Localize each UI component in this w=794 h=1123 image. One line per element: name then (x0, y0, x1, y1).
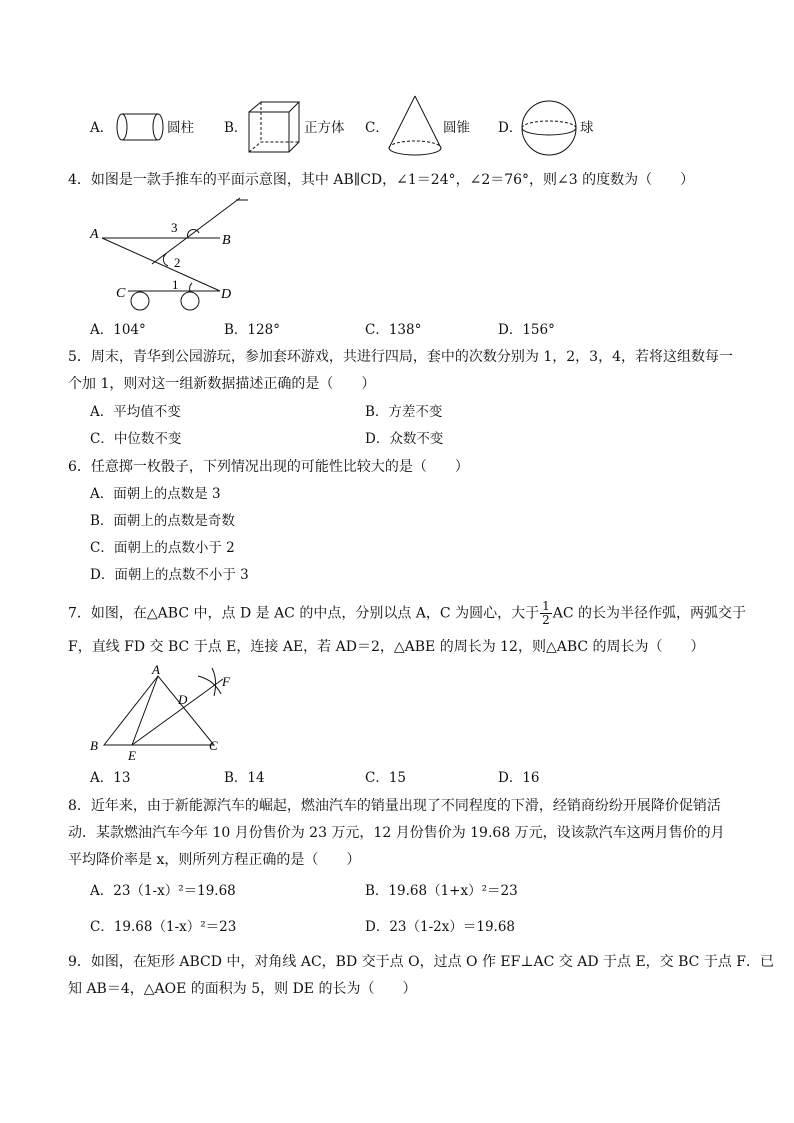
q8-option-c: C．19.68（1-x）²＝23 (90, 919, 237, 935)
q7-option-d: D．16 (498, 770, 540, 786)
sphere-icon (520, 99, 580, 159)
q5-option-d: D．众数不变 (365, 431, 444, 447)
q3-option-d-label: 球 (580, 120, 594, 136)
fraction-numerator: 1 (542, 599, 550, 613)
q7-label-b: B (90, 738, 98, 753)
q4-label-1: 1 (172, 277, 179, 292)
q7-label-d: D (178, 692, 188, 707)
q3-option-b-letter: B． (224, 120, 248, 136)
q9-stem-line1: 9．如图，在矩形 ABCD 中，对角线 AC，BD 交于点 O，过点 O 作 EF⊥AC 交 AD 于点 E，交 BC 于点 F．已 (68, 954, 774, 970)
q5-option-b: B．方差不变 (365, 404, 443, 420)
q6-stem: 6．任意掷一枚骰子，下列情况出现的可能性比较大的是（ ） (68, 459, 469, 475)
q9-stem-line2: 知 AB＝4，△AOE 的面积为 5，则 DE 的长为（ ） (68, 981, 417, 997)
q4-label-d: D (221, 287, 232, 302)
q7-option-b: B．14 (224, 770, 265, 786)
q8-stem-line2: 动．某款燃油汽车今年 10 月份售价为 23 万元，12 月份售价为 19.68 万元，设该款汽车这两月售价的月 (68, 825, 725, 841)
q5-option-a: A．平均值不变 (90, 404, 181, 420)
q4-label-b: B (222, 233, 231, 248)
q7-stem-line2: F，直线 FD 交 BC 于点 E，连接 AE，若 AD＝2，△ABE 的周长为 12，则△ABC 的周长为（ ） (68, 639, 705, 655)
q4-label-2: 2 (174, 255, 181, 270)
cylinder-icon (114, 106, 166, 148)
q4-option-d: D．156° (498, 322, 555, 338)
q7-stem-part1: 7．如图，在△ABC 中，点 D 是 AC 的中点，分别以点 A，C 为圆心，大于 (68, 605, 540, 622)
q5-stem-line2: 个加 1，则对这一组新数据描述正确的是（ ） (68, 376, 376, 392)
q6-option-c: C．面朝上的点数小于 2 (90, 540, 235, 556)
q8-stem-line1: 8．近年来，由于新能源汽车的崛起，燃油汽车的销量出现了不同程度的下滑，经销商纷纷开展降价促销活 (68, 798, 721, 814)
q5-stem-line1: 5．周末，青华到公园游玩，参加套环游戏，共进行四局，套中的次数分别为 1，2，3，4，若将这组数每一 (68, 349, 733, 365)
q4-option-c: C．138° (365, 322, 422, 338)
q7-option-c: C．15 (365, 770, 407, 786)
q6-option-b: B．面朝上的点数是奇数 (90, 513, 235, 529)
q3-option-a-label: 圆柱 (167, 120, 194, 136)
half-fraction (540, 600, 552, 627)
cube-icon (247, 100, 303, 156)
q4-stem: 4．如图是一款手推车的平面示意图，其中 AB∥CD，∠1＝24°，∠2＝76°，则∠3 的度数为（ ） (68, 172, 695, 188)
q3-option-a-letter: A． (90, 120, 114, 136)
q6-option-a: A．面朝上的点数是 3 (90, 486, 221, 502)
q5-option-c: C．中位数不变 (90, 431, 182, 447)
q7-label-f: F (222, 674, 230, 689)
q4-label-3: 3 (171, 220, 178, 235)
q3-option-b-label: 正方体 (304, 120, 345, 136)
q4-label-c: C (116, 286, 126, 301)
q4-option-b: B．128° (224, 322, 280, 338)
q3-option-d-letter: D． (498, 120, 523, 136)
q3-option-c-label: 圆锥 (443, 120, 470, 136)
q8-option-d: D．23（1-2x）＝19.68 (365, 919, 516, 935)
q7-label-e: E (128, 748, 136, 763)
fraction-denominator: 2 (542, 613, 550, 627)
cone-icon (386, 94, 444, 160)
q8-stem-line3: 平均降价率是 x，则所列方程正确的是（ ） (68, 852, 361, 868)
q4-option-a: A．104° (90, 322, 146, 338)
q3-option-c-letter: C． (365, 120, 389, 136)
q7-label-c: C (209, 738, 218, 753)
q7-option-a: A．13 (90, 770, 131, 786)
q4-label-a: A (90, 227, 99, 242)
q8-option-b: B．19.68（1+x）²＝23 (365, 883, 518, 899)
q6-option-d: D．面朝上的点数不小于 3 (90, 567, 249, 583)
q7-stem-part2: AC 的长为半径作弧，两弧交于 (552, 605, 746, 622)
q4-cart-figure (88, 192, 248, 312)
q7-triangle-figure (88, 664, 248, 764)
q7-label-a: A (152, 662, 160, 677)
q7-stem-line1 (68, 600, 746, 627)
q8-option-a: A．23（1-x）²＝19.68 (90, 883, 236, 899)
